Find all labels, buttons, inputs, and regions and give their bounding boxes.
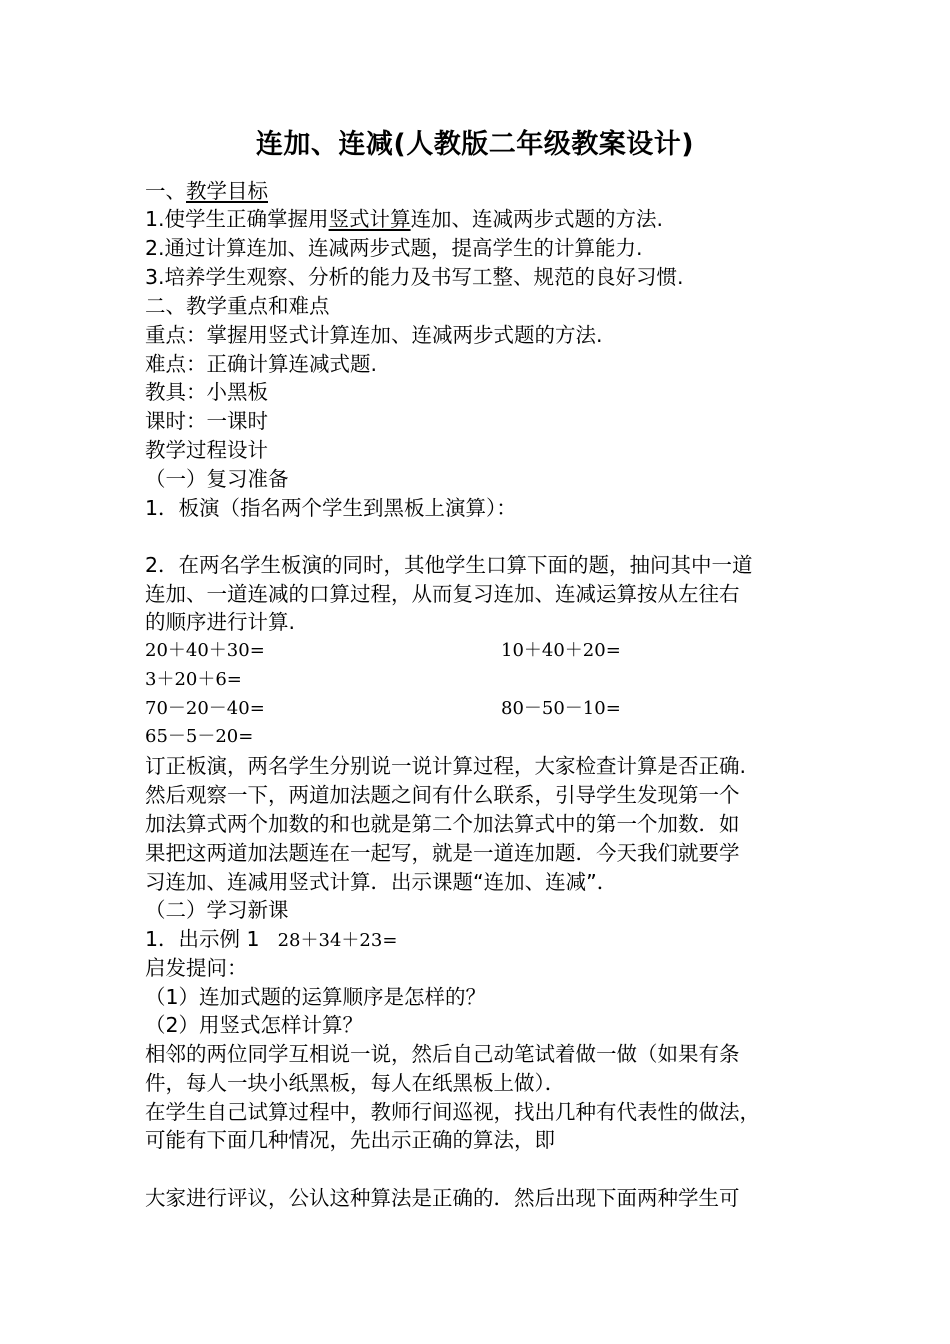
objective-1 (145, 205, 663, 233)
evaluation-line-1: 大家进行评议，公认这种算法是正确的．然后出现下面两种学生可 (145, 1186, 740, 1210)
exercise-r1c1: 20＋40＋30= (145, 640, 265, 661)
class-duration: 课时：一课时 (145, 409, 268, 433)
oral-calc-line-2: 连加、一道连减的口算过程，从而复习连加、连减运算按从左往右 (145, 582, 740, 606)
correction-line-1: 订正板演，两名学生分别说一说计算过程，大家检查计算是否正确. (145, 754, 747, 778)
example-1-expression: 28＋34＋23= (277, 930, 398, 951)
process-heading: 教学过程设计 (145, 438, 268, 462)
question-1: （1）连加式题的运算顺序是怎样的？ (145, 985, 487, 1009)
objective-2: 2.通过计算连加、连减两步式题，提高学生的计算能力. (145, 236, 643, 260)
correction-line-2: 然后观察一下，两道加法题之间有什么联系，引导学生发现第一个 (145, 783, 740, 807)
section-1-prefix: 一、 (145, 179, 186, 203)
document-title: 连加、连减(人教版二年级教案设计) (255, 129, 695, 160)
section-2-heading: 二、教学重点和难点 (145, 294, 330, 318)
objective-1-part-a: 1.使学生正确掌握用 (145, 207, 329, 231)
section-1-heading (145, 177, 268, 205)
trial-line-2: 可能有下面几种情况，先出示正确的算法，即 (145, 1128, 555, 1152)
exercise-r2c1: 3＋20＋6= (145, 669, 242, 690)
peer-work-line-2: 件，每人一块小纸黑板，每人在纸黑板上做）． (145, 1071, 566, 1095)
teaching-tools: 教具：小黑板 (145, 380, 268, 404)
section-1-heading-link[interactable]: 教学目标 (186, 179, 268, 203)
correction-line-5: 习连加、连减用竖式计算．出示课题“连加、连减”． (145, 870, 618, 894)
oral-calc-line-1: 2．在两名学生板演的同时，其他学生口算下面的题，抽问其中一道 (145, 553, 753, 577)
prompt-heading: 启发提问： (145, 956, 248, 980)
correction-line-4: 果把这两道加法题连在一起写，就是一道连加题．今天我们就要学 (145, 841, 740, 865)
oral-calc-line-3: 的顺序进行计算. (145, 610, 296, 634)
example-1 (145, 925, 397, 955)
objective-3: 3.培养学生观察、分析的能力及书写工整、规范的良好习惯. (145, 265, 684, 289)
board-work-paragraph: 1．板演（指名两个学生到黑板上演算）： (145, 496, 517, 520)
exercise-r3c2: 80－50－10= (501, 698, 621, 719)
vertical-calculation-link[interactable]: 竖式计算 (328, 207, 411, 231)
trial-line-1: 在学生自己试算过程中，教师行间巡视，找出几种有代表性的做法， (145, 1100, 760, 1124)
question-2: （2）用竖式怎样计算？ (145, 1013, 364, 1037)
exercise-r1c2: 10＋40＋20= (501, 640, 621, 661)
exercise-r4c1: 65－5－20= (145, 726, 254, 747)
exercise-r3c1: 70－20－40= (145, 698, 265, 719)
difficulty: 难点：正确计算连减式题. (145, 352, 378, 376)
part-1-heading: （一）复习准备 (145, 467, 289, 491)
part-2-heading: （二）学习新课 (145, 898, 289, 922)
key-point: 重点：掌握用竖式计算连加、连减两步式题的方法. (145, 323, 603, 347)
correction-line-3: 加法算式两个加数的和也就是第二个加法算式中的第一个加数．如 (145, 812, 740, 836)
example-1-label: 1．出示例 1 (145, 927, 260, 951)
peer-work-line-1: 相邻的两位同学互相说一说，然后自己动笔试着做一做（如果有条 (145, 1042, 740, 1066)
objective-1-part-b: 连加、连减两步式题的方法. (410, 207, 664, 231)
